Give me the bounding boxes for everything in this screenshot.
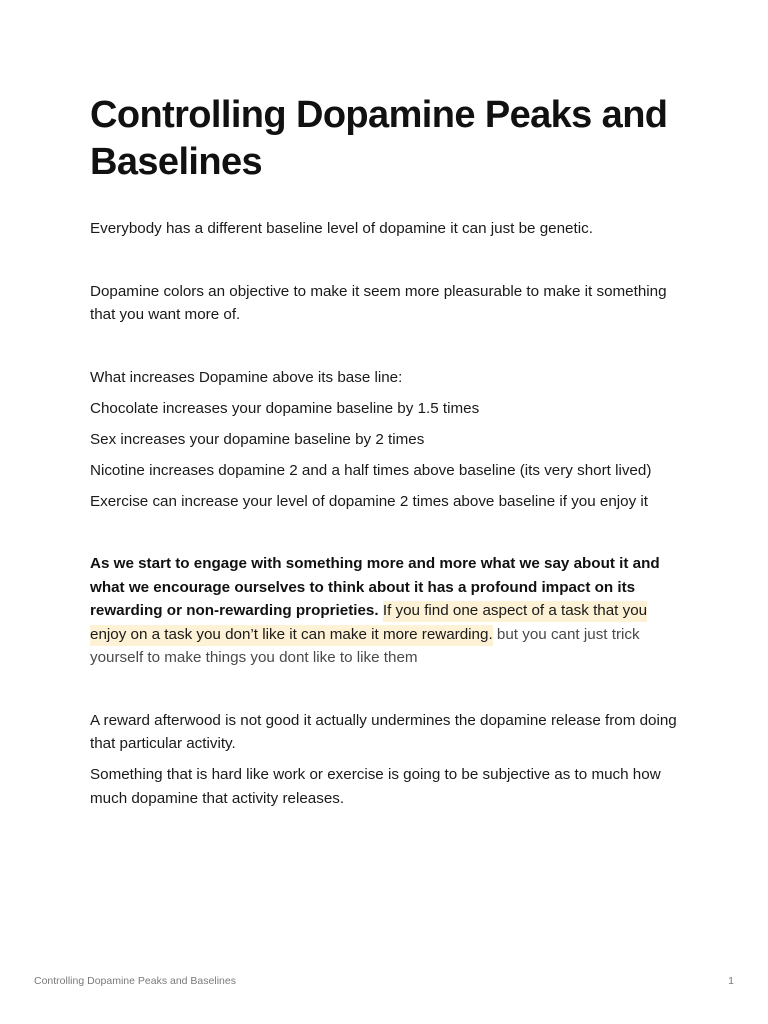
document-page	[90, 92, 680, 810]
paragraph-exercise: Exercise can increase your level of dopamine 2 times above baseline if you enjoy it	[90, 492, 649, 510]
highlighted-text: If you find one aspect of a task that you enjoy on a task you don’t like it can make it more rewarding.	[90, 601, 647, 646]
paragraph-sex: Sex increases your dopamine baseline by 2 times	[90, 430, 425, 448]
page-title: Controlling Dopamine Peaks and Baselines	[90, 94, 668, 183]
bold-text: As we start to engage with something more and more what we say about it and what we encourage ourselves to think about it has a profound impact on its rewarding or non-rewarding proprieties.	[90, 555, 660, 619]
paragraph-baseline-genetic: Everybody has a different baseline level of dopamine it can just be genetic.	[90, 220, 593, 237]
paragraph-engagement	[90, 552, 680, 670]
paragraph-increases-heading: What increases Dopamine above its base line:	[90, 368, 403, 386]
paragraph-hard-work: Something that is hard like work or exercise is going to be subjective as to much how much dopamine that activity releases.	[90, 766, 661, 807]
page-footer	[34, 975, 734, 987]
paragraph-chocolate: Chocolate increases your dopamine baseline by 1.5 times	[90, 399, 480, 417]
document-body	[90, 217, 680, 810]
paragraph-dopamine-colors: Dopamine colors an objective to make it seem more pleasurable to make it something that you want more of.	[90, 282, 667, 323]
page-number: 1	[728, 975, 734, 987]
muted-text: but you cant just trick yourself to make things you dont like to like them	[90, 625, 640, 666]
paragraph-reward-afterwood: A reward afterwood is not good it actually undermines the dopamine release from doing that particular activity.	[90, 711, 677, 752]
paragraph-nicotine: Nicotine increases dopamine 2 and a half times above baseline (its very short lived)	[90, 461, 652, 479]
footer-title: Controlling Dopamine Peaks and Baselines	[34, 975, 236, 987]
